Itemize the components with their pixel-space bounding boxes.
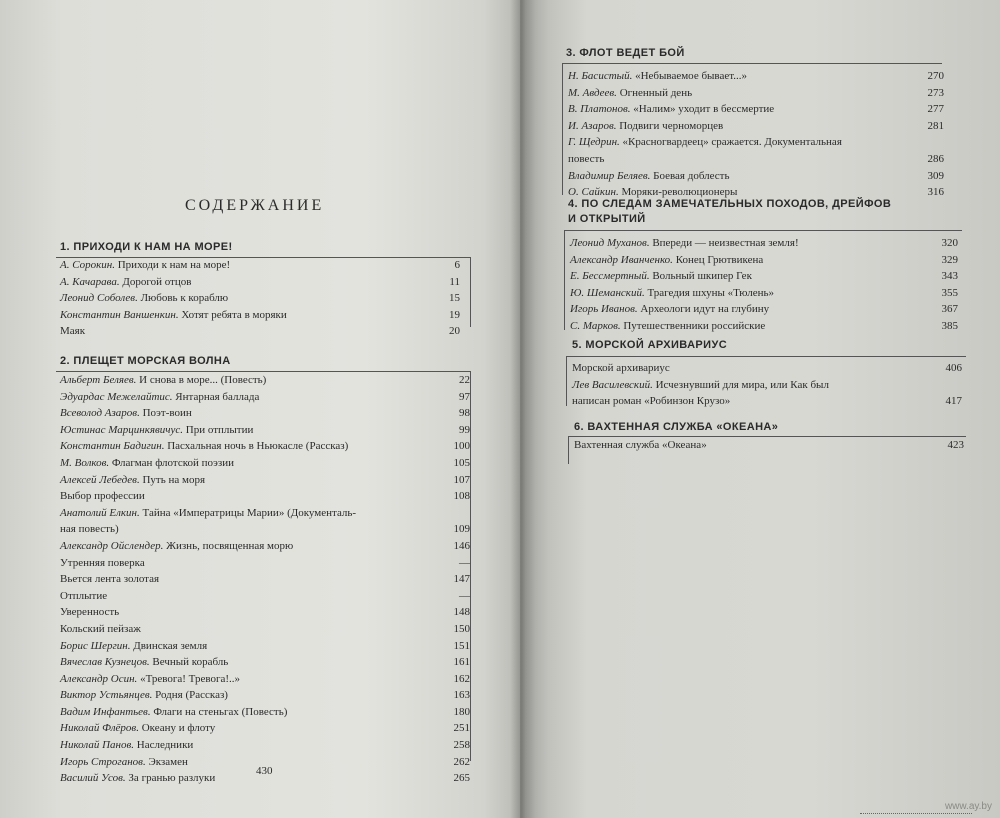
section-1-entries bbox=[60, 257, 460, 340]
entry-page: 162 bbox=[453, 672, 470, 685]
entry-page: 316 bbox=[927, 186, 944, 199]
entry-title: Кольский пейзаж bbox=[60, 622, 141, 635]
entry-page: 417 bbox=[945, 395, 962, 408]
entry-title: Вахтенная служба «Океана» bbox=[574, 439, 707, 451]
entry-title: И снова в море... (Повесть) bbox=[139, 374, 267, 386]
toc-entry bbox=[572, 360, 962, 377]
entry-page: 99 bbox=[459, 423, 470, 436]
toc-entry bbox=[60, 671, 470, 688]
entry-author: Александр Иванченко. bbox=[570, 253, 673, 266]
entry-author: Альберт Беляев. bbox=[60, 374, 137, 386]
toc-entry bbox=[60, 638, 470, 655]
entry-title: Боевая доблесть bbox=[653, 169, 730, 182]
entry-page: 273 bbox=[927, 86, 944, 99]
section-4-heading-line-2: И ОТКРЫТИЙ bbox=[568, 213, 646, 225]
entry-page: 107 bbox=[453, 473, 470, 486]
entry-author: Василий Усов. bbox=[60, 772, 126, 785]
entry-title: Дорогой отцов bbox=[122, 275, 192, 288]
entry-title: Приходи к нам на море! bbox=[117, 259, 231, 271]
entry-author: Эдуардас Межелайтис. bbox=[60, 390, 173, 403]
entry-author: Е. Бессмертный. bbox=[570, 270, 650, 283]
entry-page: 367 bbox=[941, 303, 958, 316]
toc-entry bbox=[60, 290, 460, 307]
entry-title: Огненный день bbox=[619, 86, 693, 99]
entry-title: «Тревога! Тревога!..» bbox=[140, 672, 241, 685]
section-6-entries bbox=[574, 437, 964, 454]
entry-author: Игорь Строганов. bbox=[60, 755, 146, 768]
toc-entry bbox=[60, 257, 460, 274]
entry-title: Флагман флотской поэзии bbox=[111, 456, 234, 469]
toc-entry bbox=[568, 151, 944, 168]
entry-page: 270 bbox=[927, 70, 944, 82]
entry-title: Янтарная баллада bbox=[175, 390, 260, 403]
toc-entry bbox=[570, 252, 958, 269]
entry-title: Исчезнувший для мира, или Как был bbox=[655, 378, 829, 391]
toc-entry bbox=[60, 438, 470, 455]
entry-title: Хотят ребята в моряки bbox=[181, 308, 287, 321]
entry-page: 265 bbox=[453, 772, 470, 785]
toc-entry bbox=[60, 538, 470, 555]
entry-page: 22 bbox=[459, 374, 470, 386]
section-1-heading: 1. ПРИХОДИ К НАМ НА МОРЕ! bbox=[60, 241, 233, 253]
entry-title: Утренняя поверка bbox=[60, 556, 145, 569]
entry-title: Маяк bbox=[60, 325, 86, 338]
toc-entry bbox=[60, 704, 470, 721]
entry-page: 385 bbox=[941, 319, 958, 332]
entry-author: Леонид Муханов. bbox=[570, 237, 650, 249]
entry-page: 146 bbox=[453, 539, 470, 552]
toc-entry bbox=[568, 134, 944, 151]
toc-entry bbox=[574, 437, 964, 454]
entry-page: 150 bbox=[453, 622, 470, 635]
entry-title: Путешественники российские bbox=[623, 319, 766, 332]
toc-entry bbox=[60, 604, 470, 621]
entry-title: «Небываемое бывает...» bbox=[635, 70, 747, 82]
entry-author: Всеволод Азаров. bbox=[60, 407, 140, 420]
toc-entry bbox=[572, 393, 962, 410]
entry-title: Отплытие bbox=[60, 589, 108, 602]
toc-entry bbox=[60, 571, 470, 588]
section-2-side-rule bbox=[470, 371, 471, 761]
entry-author: Вячеслав Кузнецов. bbox=[60, 656, 150, 669]
entry-page: 151 bbox=[453, 639, 470, 652]
entry-title: Двинская земля bbox=[133, 639, 208, 652]
toc-entry bbox=[60, 389, 470, 406]
section-5-entries bbox=[572, 360, 962, 410]
entry-author: Константин Ваншенкин. bbox=[60, 308, 179, 321]
toc-entry bbox=[568, 118, 944, 135]
entry-title: Выбор профессии bbox=[60, 490, 145, 503]
toc-entry bbox=[60, 505, 470, 522]
entry-page: 108 bbox=[453, 490, 470, 503]
entry-author: А. Сорокин. bbox=[60, 259, 115, 271]
toc-entry bbox=[60, 521, 470, 538]
entry-title: повесть bbox=[568, 152, 605, 165]
toc-entry bbox=[570, 301, 958, 318]
entry-author: Вадим Инфантьев. bbox=[60, 705, 151, 718]
entry-title: Вьется лента золотая bbox=[60, 573, 160, 586]
toc-entry bbox=[60, 737, 470, 754]
entry-page: 163 bbox=[453, 689, 470, 702]
entry-title: Вечный корабль bbox=[152, 656, 229, 669]
entry-page: — bbox=[459, 589, 470, 602]
section-6-side-rule bbox=[568, 436, 569, 464]
toc-entry bbox=[60, 488, 470, 505]
page-number: 430 bbox=[256, 765, 273, 777]
entry-author: Николай Флёров. bbox=[60, 722, 139, 735]
entry-page: 423 bbox=[947, 439, 964, 451]
toc-entry bbox=[60, 687, 470, 704]
section-6-heading: 6. ВАХТЕННАЯ СЛУЖБА «ОКЕАНА» bbox=[574, 421, 779, 433]
toc-entry bbox=[568, 101, 944, 118]
entry-page: 406 bbox=[945, 362, 962, 374]
entry-title: Океану и флоту bbox=[141, 722, 216, 735]
entry-author: В. Платонов. bbox=[568, 103, 631, 116]
toc-entry bbox=[60, 472, 470, 489]
toc-entry bbox=[60, 588, 470, 605]
entry-author: Александр Осин. bbox=[60, 672, 138, 685]
entry-author: Алексей Лебедев. bbox=[60, 473, 140, 486]
entry-author: Борис Шергин. bbox=[60, 639, 131, 652]
section-4-entries bbox=[570, 235, 958, 335]
entry-page: 251 bbox=[453, 722, 470, 735]
toc-entry bbox=[60, 405, 470, 422]
toc-entry bbox=[570, 285, 958, 302]
toc-entry bbox=[60, 307, 460, 324]
entry-author: Александр Ойслендер. bbox=[60, 539, 164, 552]
entry-title: написан роман «Робинзон Крузо» bbox=[572, 395, 731, 408]
entry-author: С. Марков. bbox=[570, 319, 621, 332]
entry-page: 262 bbox=[453, 755, 470, 768]
entry-title: Поэт-воин bbox=[142, 407, 192, 420]
entry-author: Леонид Соболев. bbox=[60, 292, 138, 305]
toc-entry bbox=[60, 372, 470, 389]
toc-entry bbox=[60, 621, 470, 638]
entry-author: О. Сайкин. bbox=[568, 186, 619, 199]
entry-page: 258 bbox=[453, 739, 470, 752]
section-4-heading: 4. ПО СЛЕДАМ ЗАМЕЧАТЕЛЬНЫХ ПОХОДОВ, ДРЕЙФОВ bbox=[568, 198, 892, 210]
toc-entry bbox=[60, 720, 470, 737]
entry-author: А. Качарава. bbox=[60, 275, 120, 288]
entry-title: Родня (Рассказ) bbox=[155, 689, 228, 702]
toc-entry bbox=[60, 274, 460, 291]
entry-title: Путь на моря bbox=[142, 473, 206, 486]
toc-entry bbox=[570, 268, 958, 285]
entry-title: Тайна «Императрицы Марии» (Документаль- bbox=[142, 506, 357, 519]
toc-entry bbox=[60, 455, 470, 472]
toc-entry bbox=[568, 85, 944, 102]
entry-title: Конец Грютвикена bbox=[675, 253, 764, 266]
entry-title: Моряки-революционеры bbox=[621, 186, 738, 199]
entry-title: Наследники bbox=[136, 739, 194, 752]
entry-title: При отплытии bbox=[185, 423, 254, 436]
toc-entry bbox=[60, 555, 470, 572]
toc-entry bbox=[572, 377, 962, 394]
entry-title: Экзамен bbox=[148, 755, 188, 768]
entry-author: Константин Бадигин. bbox=[60, 440, 165, 453]
section-3-entries bbox=[568, 68, 944, 201]
entry-page: 15 bbox=[449, 292, 460, 305]
entry-page: 20 bbox=[449, 325, 460, 338]
entry-page: 309 bbox=[927, 169, 944, 182]
entry-author: М. Авдеев. bbox=[568, 86, 617, 99]
section-1-side-rule bbox=[470, 257, 471, 327]
toc-entry bbox=[568, 168, 944, 185]
entry-author: Николай Панов. bbox=[60, 739, 135, 752]
entry-title: ная повесть) bbox=[60, 523, 119, 536]
entry-page: 277 bbox=[927, 103, 944, 116]
section-5-rule bbox=[566, 356, 966, 357]
entry-page: 147 bbox=[453, 573, 470, 586]
section-4-side-rule bbox=[564, 230, 565, 330]
section-4-rule bbox=[564, 230, 962, 231]
toc-entry bbox=[60, 422, 470, 439]
entry-page: 98 bbox=[459, 407, 470, 420]
entry-author: Лев Василевский. bbox=[572, 378, 653, 391]
entry-page: 180 bbox=[453, 705, 470, 718]
toc-entry bbox=[570, 235, 958, 252]
entry-title: Жизнь, посвященная морю bbox=[166, 539, 294, 552]
entry-title: Любовь к кораблю bbox=[140, 292, 229, 305]
entry-author: Игорь Иванов. bbox=[570, 303, 638, 316]
entry-author: Г. Щедрин. bbox=[568, 136, 620, 149]
entry-title: Впереди — неизвестная земля! bbox=[652, 237, 799, 249]
entry-author: И. Азаров. bbox=[568, 119, 617, 132]
entry-title: Флаги на стеньгах (Повесть) bbox=[153, 705, 288, 718]
entry-page: 19 bbox=[449, 308, 460, 321]
entry-author: Н. Басистый. bbox=[568, 70, 633, 82]
entry-title: Подвиги черноморцев bbox=[619, 119, 724, 132]
entry-page: 105 bbox=[453, 456, 470, 469]
watermark: www.ay.by bbox=[944, 801, 992, 812]
section-3-rule bbox=[562, 63, 942, 64]
book-gutter bbox=[510, 0, 536, 818]
entry-author: Ю. Шеманский. bbox=[570, 286, 645, 299]
entry-page: 343 bbox=[941, 270, 958, 283]
entry-title: «Налим» уходит в бессмертие bbox=[633, 103, 775, 116]
entry-page: 148 bbox=[453, 606, 470, 619]
entry-page: 281 bbox=[927, 119, 944, 132]
entry-title: Морской архивариус bbox=[572, 362, 670, 374]
entry-title: Пасхальная ночь в Ньюкасле (Рассказ) bbox=[167, 440, 349, 453]
watermark-underline bbox=[860, 813, 972, 814]
section-5-heading: 5. МОРСКОЙ АРХИВАРИУС bbox=[572, 339, 728, 351]
entry-author: Анатолий Елкин. bbox=[60, 506, 140, 519]
section-2-heading: 2. ПЛЕЩЕТ МОРСКАЯ ВОЛНА bbox=[60, 355, 231, 367]
contents-title: СОДЕРЖАНИЕ bbox=[185, 197, 325, 214]
section-3-side-rule bbox=[562, 63, 563, 195]
entry-title: Трагедия шхуны «Тюлень» bbox=[647, 286, 775, 299]
entry-page: 6 bbox=[454, 259, 460, 271]
entry-author: Юстинас Марцинкявичус. bbox=[60, 423, 184, 436]
toc-entry bbox=[60, 323, 460, 340]
toc-entry bbox=[60, 654, 470, 671]
entry-page: 11 bbox=[449, 275, 460, 288]
entry-page: 329 bbox=[941, 253, 958, 266]
entry-title: Вольный шкипер Гек bbox=[652, 270, 752, 283]
entry-page: 161 bbox=[453, 656, 470, 669]
entry-page: 355 bbox=[941, 286, 958, 299]
entry-author: Владимир Беляев. bbox=[568, 169, 651, 182]
toc-entry bbox=[570, 318, 958, 335]
entry-page: 100 bbox=[453, 440, 470, 453]
entry-author: Виктор Устьянцев. bbox=[60, 689, 153, 702]
section-5-side-rule bbox=[566, 356, 567, 406]
entry-title: Археологи идут на глубину bbox=[640, 303, 770, 316]
toc-entry bbox=[568, 68, 944, 85]
entry-page: — bbox=[459, 556, 470, 569]
entry-author: М. Волков. bbox=[60, 456, 110, 469]
entry-title: За гранью разлуки bbox=[128, 772, 216, 785]
entry-page: 286 bbox=[927, 152, 944, 165]
entry-page: 109 bbox=[453, 523, 470, 536]
section-2-entries bbox=[60, 372, 470, 787]
entry-page: 97 bbox=[459, 390, 470, 403]
entry-page: 320 bbox=[941, 237, 958, 249]
entry-title: «Красногвардеец» сражается. Документальная bbox=[622, 136, 842, 149]
section-3-heading: 3. ФЛОТ ВЕДЕТ БОЙ bbox=[566, 47, 685, 59]
entry-title: Уверенность bbox=[60, 606, 120, 619]
